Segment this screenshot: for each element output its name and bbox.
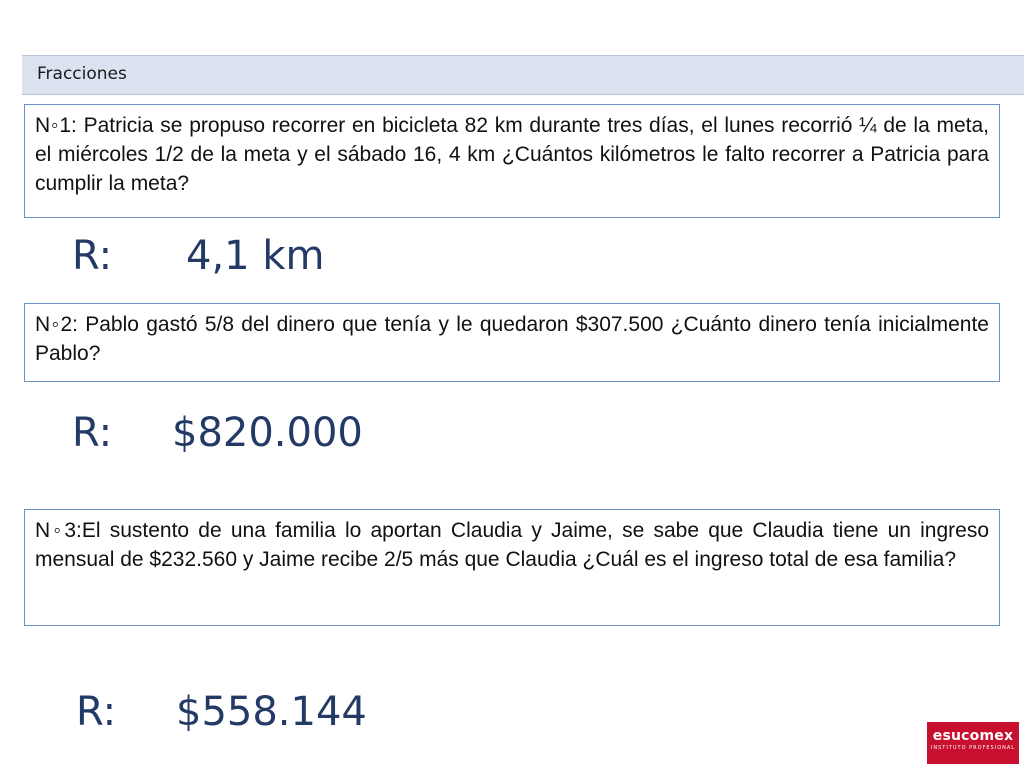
problem-3-box [24, 509, 1000, 626]
problem-1-box [24, 104, 1000, 218]
logo-name: esucomex [932, 728, 1014, 744]
header-bar [22, 55, 1024, 95]
answer-1-value: 4,1 km [186, 233, 325, 279]
page-title: Fracciones [37, 64, 127, 84]
logo-subtitle: INSTITUTO PROFESIONAL [930, 745, 1016, 751]
problem-2-box [24, 303, 1000, 382]
answer-1-label: R: [72, 233, 113, 279]
problem-2-text: N◦2: Pablo gastó 5/8 del dinero que tenía y le quedaron $307.500 ¿Cuánto dinero tenía inicialmente Pablo? [35, 313, 989, 365]
answer-3-label: R: [76, 689, 117, 735]
esucomex-logo [927, 722, 1019, 764]
answer-2-label: R: [72, 410, 113, 456]
answer-3-value: $558.144 [176, 689, 367, 735]
problem-1-text: N◦1: Patricia se propuso recorrer en bicicleta 82 km durante tres días, el lunes recorrió ¼ de la meta, el miércoles 1/2 de la meta y el sábado 16, 4 km ¿Cuántos kilómetros le falto recorrer a Patricia para cumplir la meta? [35, 114, 989, 195]
problem-3-text: N◦3:El sustento de una familia lo aportan Claudia y Jaime, se sabe que Claudia tiene un ingreso mensual de $232.560 y Jaime recibe 2/5 más que Claudia ¿Cuál es el ingreso total de esa familia? [35, 519, 989, 571]
answer-2-value: $820.000 [172, 410, 363, 456]
